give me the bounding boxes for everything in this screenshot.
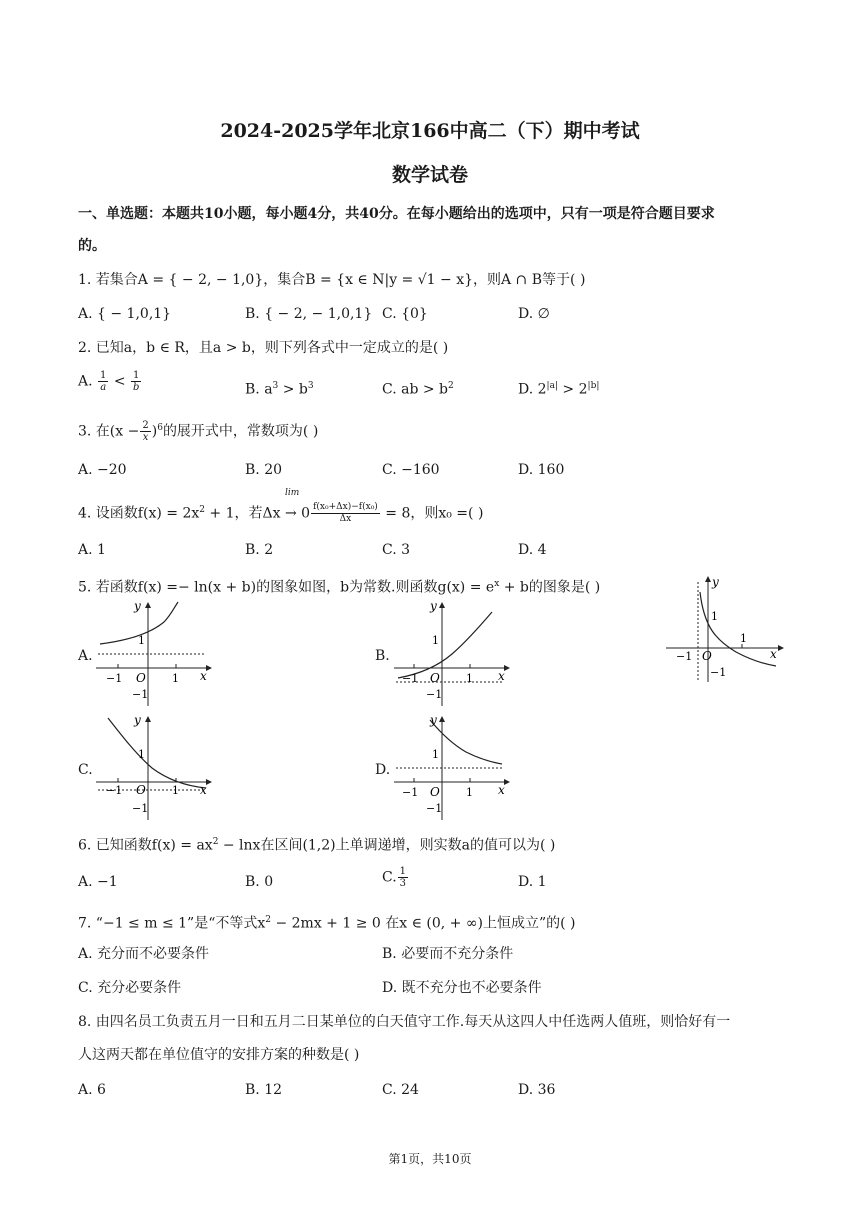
q5-b-origin: O (430, 671, 440, 685)
q5-c-one-y: 1 (138, 748, 145, 761)
q2-option-a-op: < (113, 373, 126, 390)
q1-option-d: D. ∅ (518, 306, 550, 322)
page-footer: 第1页，共10页 (388, 1152, 472, 1166)
q5-given-neg-one-y: −1 (710, 666, 727, 679)
section-heading-line2: 的。 (78, 238, 106, 254)
q5-given-neg-one-x: −1 (676, 650, 693, 663)
q5-c-one-x: 1 (172, 784, 179, 797)
q8-option-d: D. 36 (518, 1082, 556, 1098)
q7-option-b: B. 必要而不充分条件 (382, 946, 514, 962)
q5-option-a-label: A. (78, 648, 93, 664)
q2-option-a-prefix: A. (78, 373, 93, 390)
q2-stem: 2. 已知a，b ∈ R，且a > b，则下列各式中一定成立的是( ) (78, 340, 449, 356)
q4-stem: 4. 设函数$f(x) = 2x^2 + 1$，若Δx → 0 $\frac{\text{f(x₀+Δx)−f(x₀)}}{\Delta x}$ = 8，则x₀ =( ) (78, 502, 484, 525)
q8-stem-line1: 8. 由四名员工负责五月一日和五月二日某单位的白天值守工作.每天从这四人中任选两人值班，则恰好有一 (78, 1014, 731, 1030)
q4-option-d: D. 4 (518, 542, 547, 558)
q1-option-a: A. { − 1,0,1} (78, 306, 172, 322)
q4-option-a: A. 1 (78, 542, 106, 558)
q4-option-c: C. 3 (382, 542, 411, 558)
q5-a-one-x: 1 (172, 672, 179, 685)
q4-option-b: B. 2 (245, 542, 274, 558)
q5-given-origin: O (702, 649, 712, 663)
q5-given-one-x: 1 (740, 632, 747, 645)
q5-d-neg-one-x: −1 (402, 786, 419, 799)
q5-given-graph (664, 572, 784, 684)
q5-b-axis-x: x (498, 669, 505, 683)
q7-option-a: A. 充分而不必要条件 (78, 946, 210, 962)
q3-option-a: A. −20 (78, 462, 127, 478)
exam-subtitle: 数学试卷 (391, 164, 468, 186)
q2-option-d: D. $2^{|a|} > 2^{|b|}$ (518, 381, 600, 398)
q5-option-a-graph (92, 598, 212, 708)
q3-option-d: D. 160 (518, 462, 565, 478)
q5-b-axis-y: y (430, 599, 437, 613)
q5-d-one-x: 1 (466, 786, 473, 799)
q5-c-axis-x: x (200, 783, 207, 797)
q5-a-neg-one-x: −1 (106, 672, 123, 685)
q5-d-axis-x: x (498, 783, 505, 797)
q2-option-c: C. ab > $b^2$ (382, 381, 454, 398)
q2-option-a-lhs: $\frac{1}{a}$ (100, 370, 107, 393)
q5-b-neg-one-y: −1 (426, 688, 443, 701)
q5-option-c-label: C. (78, 762, 93, 778)
q5-b-one-x: 1 (466, 672, 473, 685)
q4-lim-label: lim (285, 488, 300, 498)
q1-option-c: C. {0} (382, 306, 428, 322)
q2-option-b: B. $a^3 > b^3$ (245, 381, 314, 398)
q5-d-origin: O (430, 785, 440, 799)
q6-option-a: A. −1 (78, 874, 118, 890)
q3-stem: 3. 在(x − $\frac{2}{x}$ )$^6$的展开式中，常数项为( ) (78, 420, 319, 444)
q5-b-one-y: 1 (432, 634, 439, 647)
q5-option-d-label: D. (375, 762, 391, 778)
q5-a-neg-one-y: −1 (132, 688, 149, 701)
q5-option-c-graph (92, 712, 212, 822)
q8-option-b: B. 12 (245, 1082, 283, 1098)
q3-option-c: C. −160 (382, 462, 440, 478)
q5-c-neg-one-x: −1 (106, 784, 123, 797)
q7-option-c: C. 充分必要条件 (78, 980, 182, 996)
q5-a-axis-x: x (200, 669, 207, 683)
q6-stem: 6. 已知函数$f(x) = ax^2 - \ln x$在区间(1,2)上单调递增，则实数a的值可以为( ) (78, 837, 556, 854)
q5-given-one-y: 1 (711, 610, 718, 623)
exam-title: 2024-2025学年北京166中高二（下）期中考试 (220, 120, 640, 142)
q5-option-b-graph (390, 598, 510, 708)
q2-option-a (78, 370, 142, 393)
q3-option-b: B. 20 (245, 462, 283, 478)
q5-d-neg-one-y: −1 (426, 802, 443, 815)
q7-option-d: D. 既不充分也不必要条件 (382, 980, 542, 996)
q5-b-neg-one-x: −1 (402, 672, 419, 685)
q5-d-axis-y: y (430, 713, 437, 727)
q7-stem: 7. “−1 ≤ m ≤ 1”是“不等式$x^2 - 2mx + 1 \ge 0$ 在x ∈ (0, + ∞)上恒成立”的( ) (78, 915, 576, 932)
q5-a-axis-y: y (134, 599, 141, 613)
q5-a-origin: O (136, 671, 146, 685)
q5-c-neg-one-y: −1 (132, 802, 149, 815)
q5-given-axis-x: x (770, 647, 777, 661)
q5-given-axis-y: y (712, 575, 719, 589)
q2-option-a-rhs: $\frac{1}{b}$ (133, 370, 140, 393)
q6-option-b: B. 0 (245, 874, 274, 890)
q8-stem-line2: 人这两天都在单位值守的安排方案的种数是( ) (78, 1047, 360, 1063)
q1-stem: 1. 若集合A = { − 2, − 1,0}，集合B = {x ∈ N|y = √1 − x}，则A ∩ B等于( ) (78, 272, 586, 288)
q8-option-a: A. 6 (78, 1082, 106, 1098)
q6-option-c: C. $\frac{1}{3}$ (382, 866, 407, 889)
section-heading-line1: 一、单选题：本题共10小题，每小题4分，共40分。在每小题给出的选项中，只有一项是符合题目要求 (78, 206, 715, 222)
q5-d-one-y: 1 (432, 748, 439, 761)
q5-option-d-graph (390, 712, 510, 822)
q5-c-axis-y: y (134, 713, 141, 727)
q5-a-one-y: 1 (138, 634, 145, 647)
q5-stem: 5. 若函数f(x) =− ln(x + b)的图象如图，b为常数.则函数$g(x) = e^x + b$的图象是( ) (78, 579, 601, 596)
q1-option-b: B. { − 2, − 1,0,1} (245, 306, 373, 322)
q8-option-c: C. 24 (382, 1082, 419, 1098)
q5-option-b-label: B. (375, 648, 390, 664)
q6-option-d: D. 1 (518, 874, 547, 890)
q5-c-origin: O (136, 783, 146, 797)
